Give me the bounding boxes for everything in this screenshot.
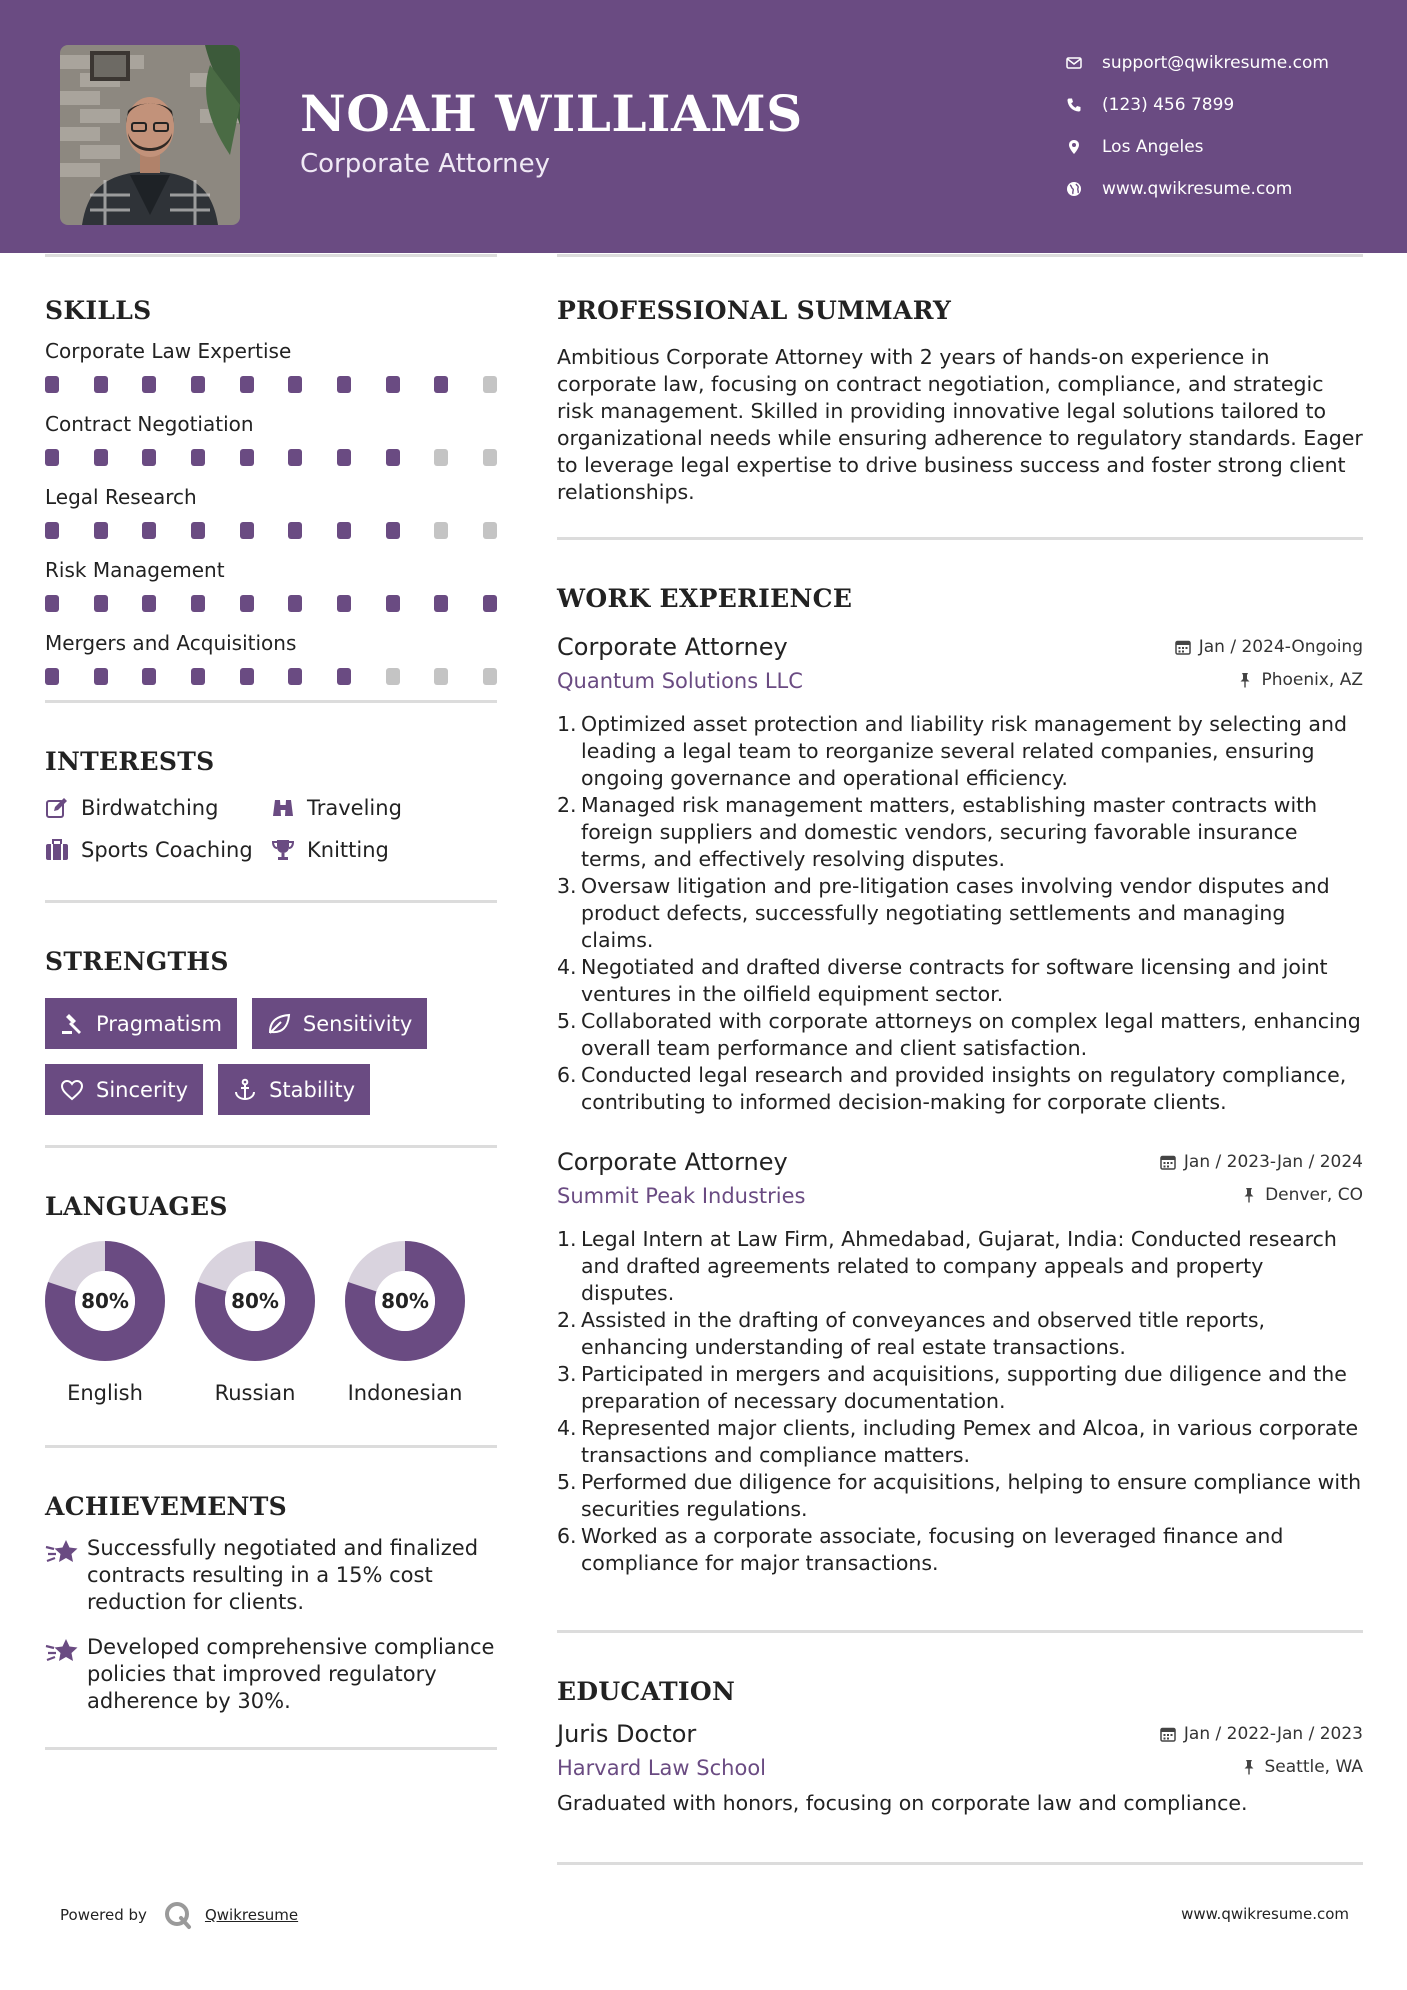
rating-dot-empty — [434, 522, 448, 539]
skill-rating — [45, 668, 497, 685]
language-item — [345, 1241, 465, 1405]
rating-dot-empty — [386, 668, 400, 685]
heart-icon — [60, 1078, 84, 1102]
skill-item — [45, 558, 497, 631]
language-ring — [345, 1241, 465, 1361]
job-bullet: 4. Negotiated and drafted diverse contracts for software licensing and joint ventures in the oilfield equipment sector. — [557, 954, 1363, 1008]
edit-icon — [45, 796, 69, 820]
experience-section — [557, 584, 1363, 1633]
shooting-star-icon — [45, 1537, 79, 1567]
job-dates-text: Jan / 2023-Jan / 2024 — [1183, 1152, 1363, 1172]
education-description: Graduated with honors, focusing on corporate law and compliance. — [557, 1791, 1248, 1815]
rating-dot-filled — [191, 376, 205, 393]
rating-dot-filled — [288, 376, 302, 393]
job-bullet-text: Managed risk management matters, establishing master contracts with foreign suppliers and domestic vendors, securing favorable insurance terms, and effectively resolving disputes. — [581, 793, 1318, 871]
job-entry — [557, 1148, 1363, 1577]
pushpin-icon — [1237, 672, 1253, 688]
rating-dot-filled — [337, 595, 351, 612]
rating-dot-filled — [337, 449, 351, 466]
anchor-icon — [233, 1078, 257, 1102]
rating-dot-empty — [483, 449, 497, 466]
section-divider — [45, 1747, 497, 1750]
rating-dot-filled — [142, 595, 156, 612]
pushpin-icon — [1241, 1759, 1257, 1775]
footer-website[interactable]: www.qwikresume.com — [1181, 1905, 1349, 1923]
section-divider — [557, 1862, 1363, 1865]
interest-label: Sports Coaching — [81, 838, 253, 862]
language-item — [45, 1241, 165, 1405]
language-name: Russian — [214, 1381, 296, 1405]
summary-heading: PROFESSIONAL SUMMARY — [557, 296, 952, 325]
interest-item — [271, 796, 497, 820]
rating-dot-filled — [94, 595, 108, 612]
contact-list — [1066, 42, 1396, 210]
school-name: Harvard Law School — [557, 1756, 766, 1780]
section-divider — [45, 1145, 497, 1148]
calendar-icon — [1160, 1726, 1176, 1742]
skill-name: Legal Research — [45, 485, 197, 509]
rating-dot-empty — [434, 668, 448, 685]
skill-rating — [45, 522, 497, 539]
interest-item — [45, 796, 271, 820]
rating-dot-filled — [288, 668, 302, 685]
profile-photo — [60, 45, 240, 225]
job-bullet-text: Optimized asset protection and liability risk management by selecting and leading a legal team to reorganize several related companies, ensuring ongoing governance and operational efficiency. — [581, 712, 1347, 790]
contact-website[interactable] — [1066, 168, 1396, 210]
strengths-heading: STRENGTHS — [45, 947, 229, 976]
job-location-text: Denver, CO — [1265, 1185, 1363, 1205]
job-bullets — [557, 711, 1363, 1116]
rating-dot-filled — [337, 376, 351, 393]
rating-dot-filled — [142, 668, 156, 685]
degree-name: Juris Doctor — [557, 1720, 697, 1748]
calendar-icon — [1175, 639, 1191, 655]
interest-item — [45, 838, 271, 862]
rating-dot-filled — [240, 595, 254, 612]
left-column — [45, 296, 497, 1750]
skill-name: Corporate Law Expertise — [45, 339, 292, 363]
achievement-item — [45, 1634, 497, 1715]
skill-name: Contract Negotiation — [45, 412, 254, 436]
rating-dot-filled — [94, 668, 108, 685]
interest-item — [271, 838, 497, 862]
language-ring — [195, 1241, 315, 1361]
summary-text: Ambitious Corporate Attorney with 2 years of hands-on experience in corporate law, focusing on contract negotiation, compliance, and strategic risk management. Skilled in providing innovative legal solutions tailored to organizational needs while ensuring adherence to regulatory standards. Eager to leverage legal expertise to drive business success and foster strong client relationships. — [557, 345, 1363, 504]
job-bullet: 3. Oversaw litigation and pre-litigation cases involving vendor disputes and product defects, successfully negotiating settlements and managing claims. — [557, 873, 1363, 954]
right-column — [557, 296, 1363, 1865]
rating-dot-filled — [240, 376, 254, 393]
strength-label: Sensitivity — [302, 1011, 413, 1036]
footer-branding — [60, 1900, 298, 1930]
contact-phone[interactable] — [1066, 84, 1396, 126]
interests-section — [45, 747, 497, 903]
rating-dot-filled — [191, 449, 205, 466]
phone-icon — [1066, 97, 1082, 113]
contact-location-text: Los Angeles — [1102, 137, 1204, 157]
achievement-text: Developed comprehensive compliance policies that improved regulatory adherence by 30%. — [87, 1635, 495, 1713]
section-divider — [557, 1630, 1363, 1633]
job-bullet: 4. Represented major clients, including Pemex and Alcoa, in various corporate transactions and compliance matters. — [557, 1415, 1363, 1469]
education-location-text: Seattle, WA — [1264, 1757, 1363, 1777]
job-bullet-text: Represented major clients, including Pemex and Alcoa, in various corporate transactions and compliance matters. — [581, 1416, 1359, 1467]
job-location — [1241, 1185, 1363, 1205]
strength-label: Pragmatism — [96, 1011, 222, 1036]
company-name: Summit Peak Industries — [557, 1184, 806, 1208]
language-name: English — [67, 1381, 143, 1405]
language-item — [195, 1241, 315, 1405]
rating-dot-filled — [288, 522, 302, 539]
strengths-section — [45, 947, 497, 1148]
languages-section — [45, 1192, 497, 1448]
achievements-section — [45, 1492, 497, 1750]
contact-website-text: www.qwikresume.com — [1102, 179, 1293, 199]
resume-header — [0, 0, 1407, 253]
rating-dot-empty — [483, 668, 497, 685]
contact-email[interactable] — [1066, 42, 1396, 84]
rating-dot-filled — [337, 668, 351, 685]
job-subheader — [557, 669, 1363, 693]
languages-heading: LANGUAGES — [45, 1192, 228, 1221]
job-dates-text: Jan / 2024-Ongoing — [1198, 637, 1363, 657]
shooting-star-icon — [45, 1636, 79, 1666]
interest-label: Birdwatching — [81, 796, 219, 820]
skill-name: Mergers and Acquisitions — [45, 631, 297, 655]
rating-dot-filled — [483, 595, 497, 612]
job-bullet-text: Participated in mergers and acquisitions, supporting due diligence and the preparation of necessary documentation. — [581, 1362, 1347, 1413]
achievement-item — [45, 1535, 497, 1616]
rating-dot-filled — [94, 522, 108, 539]
company-name: Quantum Solutions LLC — [557, 669, 803, 693]
job-bullet: 6. Conducted legal research and provided insights on regulatory compliance, contributing to informed decision-making for corporate clients. — [557, 1062, 1363, 1116]
education-section — [557, 1677, 1363, 1865]
job-location-text: Phoenix, AZ — [1261, 670, 1363, 690]
strength-badge — [45, 998, 237, 1049]
education-heading: EDUCATION — [557, 1677, 736, 1706]
candidate-title: Corporate Attorney — [300, 149, 550, 179]
rating-dot-filled — [191, 595, 205, 612]
job-bullet-text: Conducted legal research and provided insights on regulatory compliance, contributing to informed decision-making for corporate clients. — [581, 1063, 1347, 1114]
rating-dot-filled — [191, 522, 205, 539]
skills-list — [45, 339, 497, 704]
rating-dot-filled — [386, 522, 400, 539]
job-title: Corporate Attorney — [557, 633, 788, 661]
education-header — [557, 1720, 1363, 1748]
job-bullet-text: Legal Intern at Law Firm, Ahmedabad, Gujarat, India: Conducted research and drafted agreements related to company appeals and property disputes. — [581, 1227, 1337, 1305]
job-bullets — [557, 1226, 1363, 1577]
job-bullet: 1. Optimized asset protection and liability risk management by selecting and leading a legal team to reorganize several related companies, ensuring ongoing governance and operational efficiency. — [557, 711, 1363, 792]
skill-rating — [45, 449, 497, 466]
rating-dot-filled — [337, 522, 351, 539]
interests-heading: INTERESTS — [45, 747, 215, 776]
achievements-heading: ACHIEVEMENTS — [45, 1492, 287, 1521]
job-bullet: 6. Worked as a corporate associate, focusing on leveraged finance and compliance for major transactions. — [557, 1523, 1363, 1577]
rating-dot-empty — [483, 376, 497, 393]
job-bullet-text: Negotiated and drafted diverse contracts for software licensing and joint ventures in the oilfield equipment sector. — [581, 955, 1328, 1006]
interest-label: Traveling — [307, 796, 402, 820]
job-dates — [1175, 637, 1363, 657]
rating-dot-filled — [288, 595, 302, 612]
rating-dot-filled — [45, 668, 59, 685]
skills-heading: SKILLS — [45, 296, 152, 325]
rating-dot-filled — [142, 449, 156, 466]
interests-list — [45, 796, 497, 862]
skill-item — [45, 339, 497, 412]
leaf-icon — [267, 1012, 291, 1036]
job-subheader — [557, 1184, 1363, 1208]
job-bullet: 5. Performed due diligence for acquisitions, helping to ensure compliance with securities regulations. — [557, 1470, 1362, 1521]
strength-label: Stability — [269, 1077, 356, 1102]
section-divider — [557, 537, 1363, 540]
section-divider — [45, 700, 497, 703]
rating-dot-empty — [434, 449, 448, 466]
achievement-text: Successfully negotiated and finalized contracts resulting in a 15% cost reduction for clients. — [87, 1536, 479, 1614]
skills-section — [45, 296, 497, 703]
job-header — [557, 1148, 1363, 1176]
job-title: Corporate Attorney — [557, 1148, 788, 1176]
contact-phone-text: (123) 456 7899 — [1102, 95, 1235, 115]
job-bullet-text: Collaborated with corporate attorneys on complex legal matters, enhancing overall team performance and client satisfaction. — [581, 1009, 1361, 1060]
header-divider-right — [557, 254, 1363, 257]
rating-dot-filled — [45, 595, 59, 612]
pushpin-icon — [1241, 1187, 1257, 1203]
map-pin-icon — [1066, 139, 1082, 155]
job-bullet-text: Assisted in the drafting of conveyances and observed title reports, enhancing understanding of real estate transactions. — [581, 1308, 1266, 1359]
rating-dot-filled — [386, 595, 400, 612]
rating-dot-filled — [240, 668, 254, 685]
language-percent: 80% — [81, 1289, 129, 1313]
qwikresume-logo-icon — [163, 1900, 193, 1930]
experience-heading: WORK EXPERIENCE — [557, 584, 853, 613]
education-subheader — [557, 1756, 1363, 1780]
language-percent: 80% — [231, 1289, 279, 1313]
rating-dot-filled — [45, 376, 59, 393]
language-percent: 80% — [381, 1289, 429, 1313]
calendar-icon — [1160, 1154, 1176, 1170]
header-divider-left — [45, 254, 497, 257]
rating-dot-filled — [386, 449, 400, 466]
job-bullet-text: Performed due diligence for acquisitions, helping to ensure compliance with securities regulations. — [581, 1470, 1362, 1521]
powered-by-text: Powered by — [60, 1906, 147, 1924]
education-location — [1241, 1757, 1364, 1777]
rating-dot-filled — [240, 522, 254, 539]
language-ring — [45, 1241, 165, 1361]
job-bullet: 5. Collaborated with corporate attorneys on complex legal matters, enhancing overall team performance and client satisfaction. — [557, 1008, 1363, 1062]
rating-dot-filled — [142, 522, 156, 539]
skill-rating — [45, 376, 497, 393]
education-dates-text: Jan / 2022-Jan / 2023 — [1183, 1724, 1363, 1744]
strength-label: Sincerity — [96, 1077, 189, 1102]
job-bullet: 2. Managed risk management matters, establishing master contracts with foreign suppliers and domestic vendors, securing favorable insurance terms, and effectively resolving disputes. — [557, 792, 1363, 873]
trophy-icon — [271, 838, 295, 862]
job-bullet-text: Worked as a corporate associate, focusing on leveraged finance and compliance for major transactions. — [581, 1524, 1284, 1575]
job-bullet: 1. Legal Intern at Law Firm, Ahmedabad, Gujarat, India: Conducted research and drafted agreements related to company appeals and property disputes. — [557, 1226, 1363, 1307]
language-name: Indonesian — [347, 1381, 463, 1405]
rating-dot-filled — [191, 668, 205, 685]
rating-dot-empty — [483, 522, 497, 539]
briefcase-icon — [45, 838, 69, 862]
interest-label: Knitting — [307, 838, 389, 862]
skill-item — [45, 631, 497, 704]
job-entry — [557, 633, 1363, 1116]
job-location — [1237, 670, 1363, 690]
job-bullet-text: Oversaw litigation and pre-litigation cases involving vendor disputes and product defects, successfully negotiating settlements and managing claims. — [581, 874, 1330, 952]
rating-dot-filled — [94, 376, 108, 393]
strength-badge — [218, 1064, 370, 1115]
education-dates — [1160, 1724, 1363, 1744]
section-divider — [45, 900, 497, 903]
job-bullet: 3. Participated in mergers and acquisitions, supporting due diligence and the preparation of necessary documentation. — [557, 1361, 1363, 1415]
rating-dot-filled — [142, 376, 156, 393]
globe-icon — [1066, 181, 1082, 197]
job-dates — [1160, 1152, 1363, 1172]
skill-rating — [45, 595, 497, 612]
skill-item — [45, 485, 497, 558]
contact-location — [1066, 126, 1396, 168]
skill-name: Risk Management — [45, 558, 225, 582]
rating-dot-filled — [434, 376, 448, 393]
job-header — [557, 633, 1363, 661]
rating-dot-filled — [94, 449, 108, 466]
rating-dot-filled — [386, 376, 400, 393]
rating-dot-filled — [45, 449, 59, 466]
gavel-icon — [60, 1012, 84, 1036]
rating-dot-filled — [434, 595, 448, 612]
contact-email-text: support@qwikresume.com — [1102, 53, 1329, 73]
job-bullet: 2. Assisted in the drafting of conveyances and observed title reports, enhancing understanding of real estate transactions. — [557, 1307, 1363, 1361]
summary-section — [557, 296, 1363, 540]
envelope-icon — [1066, 55, 1082, 71]
rating-dot-filled — [45, 522, 59, 539]
candidate-name: NOAH WILLIAMS — [300, 84, 803, 143]
rating-dot-filled — [288, 449, 302, 466]
skill-item — [45, 412, 497, 485]
strength-badge — [252, 998, 427, 1049]
languages-list — [45, 1241, 497, 1405]
binoculars-icon — [271, 796, 295, 820]
strengths-list — [45, 998, 497, 1115]
brand-link[interactable]: Qwikresume — [204, 1906, 299, 1924]
strength-badge — [45, 1064, 203, 1115]
rating-dot-filled — [240, 449, 254, 466]
section-divider — [45, 1445, 497, 1448]
